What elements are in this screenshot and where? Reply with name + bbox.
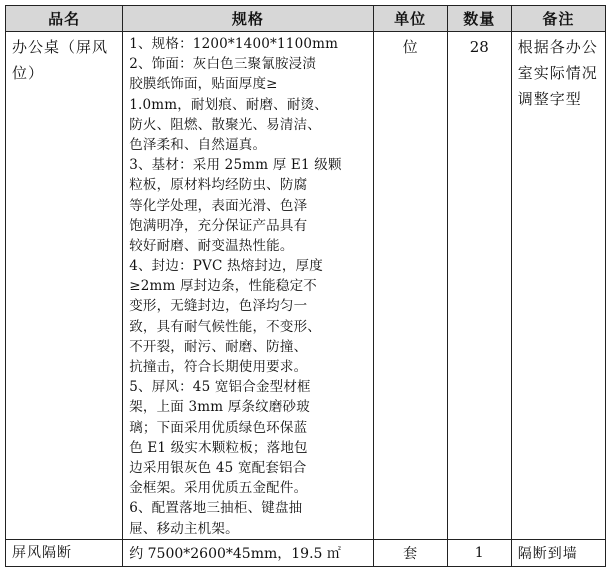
spec-line: 不开裂，耐污、耐磨、防撞、: [129, 338, 308, 355]
spec-line: 1、规格：1200*1400*1100mm: [129, 36, 339, 52]
item-unit: 套: [373, 539, 447, 566]
item-qty: 28: [447, 32, 511, 540]
spec-line: 3、基材：采用 25mm 厚 E1 级颗: [129, 157, 342, 174]
item-unit: 位: [373, 32, 447, 540]
spec-line: 4、封边：PVC 热熔封边，厚度: [129, 258, 323, 275]
spec-line: 抗撞击，符合长期使用要求。: [129, 359, 308, 375]
spec-line: 金框架。采用优质五金配件。: [129, 480, 308, 497]
spec-line: 防火、阻燃、散聚光、易清洁、: [129, 116, 321, 133]
spec-line: 架，上面 3mm 厚条纹磨砂玻: [129, 399, 310, 416]
spec-line: 变形，无缝封边，色泽均匀一: [129, 298, 308, 315]
table-row: [6, 539, 606, 566]
spec-line: 5、屏风：45 宽铝合金型材框: [129, 379, 311, 396]
spec-line: ≥2mm 厚封边条，性能稳定不: [129, 278, 317, 295]
header-qty: 数量: [447, 6, 511, 32]
spec-line: 璃；下面采用优质绿色环保蓝: [129, 419, 308, 436]
item-spec: 约 7500*2600*45mm，19.5 ㎡: [123, 539, 373, 566]
spec-line: 致，具有耐气候性能，不变形、: [129, 318, 321, 335]
table-row: [6, 32, 606, 540]
item-note: 根据各办公室实际情况调整字型: [511, 32, 605, 540]
spec-line: 1.0mm，耐划痕、耐磨、耐烫、: [129, 96, 328, 113]
spec-line: 色 E1 级实木颗粒板；落地包: [129, 439, 308, 456]
spec-line: 边采用银灰色 45 宽配套铝合: [129, 459, 307, 476]
item-name: 屏风隔断: [6, 539, 123, 566]
spec-line: 胶膜纸饰面，贴面厚度≥: [129, 76, 278, 93]
spec-line: 粒板，原材料均经防虫、防腐: [129, 177, 308, 194]
spec-line: 屉、移动主机架。: [129, 520, 239, 537]
spec-line: 等化学处理，表面光滑、色泽: [129, 197, 308, 214]
spec-line: 2、饰面：灰白色三聚氰胺浸渍: [129, 56, 317, 73]
spec-line: 6、配置落地三抽柜、键盘抽: [129, 500, 303, 517]
header-note: 备注: [511, 6, 605, 32]
spec-line: 较好耐磨、耐变温热性能。: [129, 237, 294, 254]
item-note: 隔断到墙: [511, 539, 605, 566]
item-qty: 1: [447, 539, 511, 566]
header-name: 品名: [6, 6, 123, 32]
header-spec: 规格: [123, 6, 373, 32]
item-name: 办公桌（屏风位）: [6, 32, 123, 540]
header-unit: 单位: [373, 6, 447, 32]
spec-line: 饱满明净，充分保证产品具有: [129, 217, 308, 234]
item-spec: [123, 32, 373, 540]
spec-line: 色泽柔和、自然逼真。: [129, 136, 267, 153]
spec-table: [5, 5, 606, 567]
header-row: [6, 6, 606, 32]
